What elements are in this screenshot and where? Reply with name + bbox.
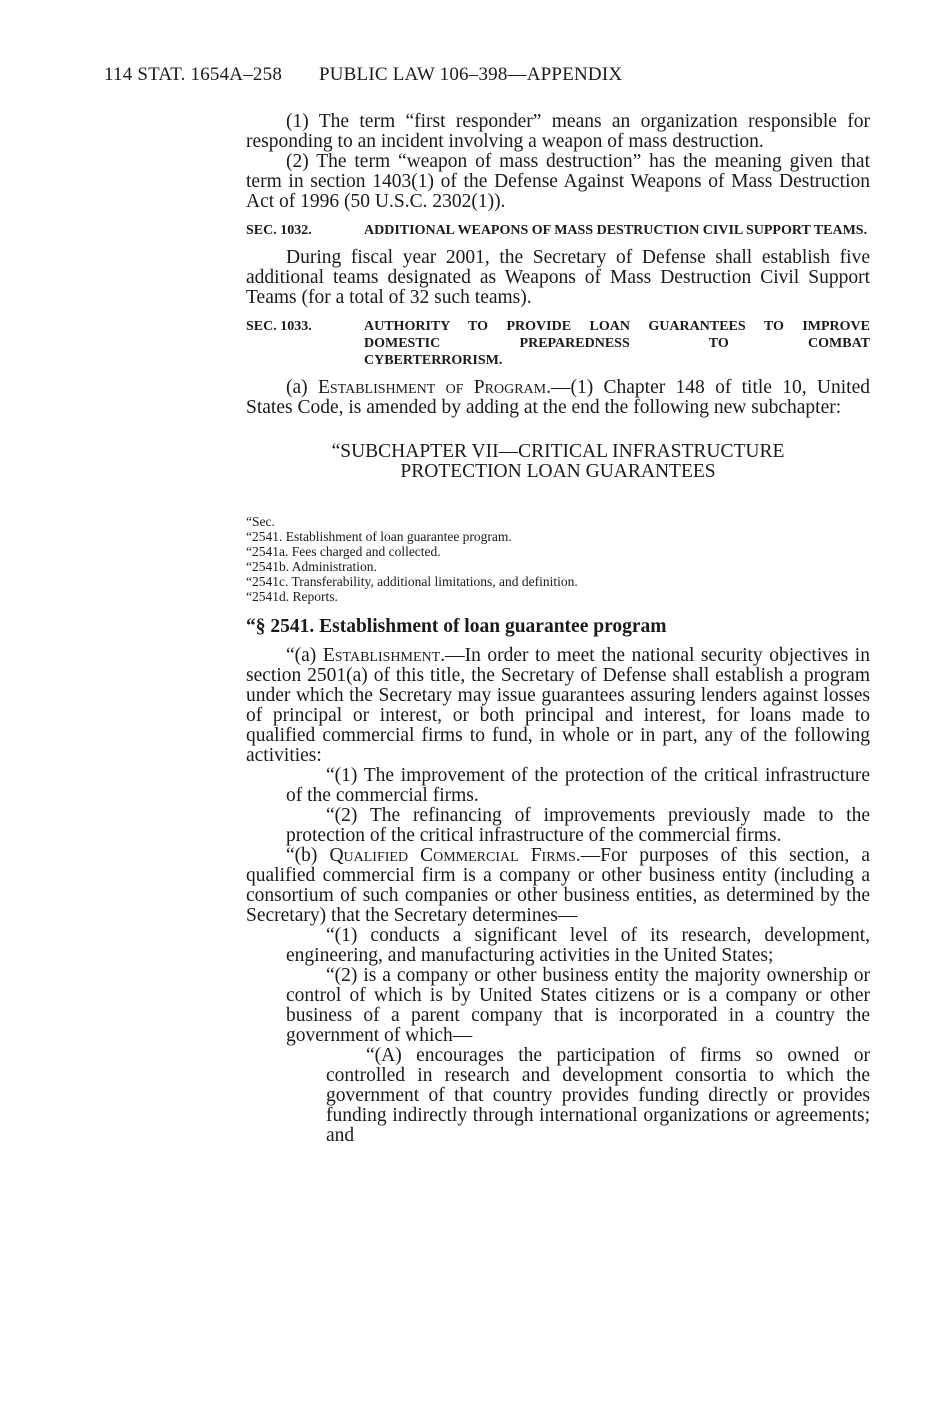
- definition-first-responder: (1) The term “first responder” means an organization responsible for responding to an incident involving a weapon of mass destruction.: [246, 111, 870, 152]
- section-title: [364, 318, 870, 369]
- section-2541-b-2: “(2) is a company or other business entity the majority ownership or control of which is by United States citizens or is a company or other business of a parent company that is incorporated in a country the government of which—: [286, 965, 870, 1046]
- toc-item: “2541b. Administration.: [246, 559, 377, 574]
- subchapter-title-line-2: PROTECTION LOAN GUARANTEES: [400, 461, 716, 482]
- section-2541-b-1: “(1) conducts a significant level of its research, development, engineering, and manufacturing activities in the United States;: [286, 925, 870, 966]
- subsection-heading: Establishment of Program: [317, 377, 547, 398]
- section-title: ADDITIONAL WEAPONS OF MASS DESTRUCTION CIVIL SUPPORT TEAMS.: [364, 223, 868, 238]
- section-number: SEC. 1033.: [246, 319, 312, 334]
- subsection-heading: Establishment: [322, 645, 441, 666]
- definition-wmd: (2) The term “weapon of mass destruction” has the meaning given that term in section 1403(1) of the Defense Against Weapons of Mass Destruction Act of 1996 (50 U.S.C. 2302(1)).: [246, 151, 870, 212]
- page-header: [104, 64, 622, 86]
- section-heading-1033: [246, 318, 870, 369]
- para-label: “(b): [286, 845, 330, 866]
- subchapter-title-line-1: “SUBCHAPTER VII—CRITICAL INFRASTRUCTURE: [331, 441, 785, 462]
- subsection-text: .—For purposes of this section, a qualified commercial firm is a company or other business entity (including a consortium of such companies or other business entities, as determined by the Secretary) that the Secretary determines—: [246, 845, 870, 926]
- section-2541-a-1: “(1) The improvement of the protection of the critical infrastructure of the commercial firms.: [286, 765, 870, 806]
- subsection-text: .—In order to meet the national security objectives in section 2501(a) of this title, the Secretary of Defense shall establish a program under which the Secretary may issue guarantees assuring lenders against losses of principal or interest, or both principal and interest, for loans made to qualified commercial firms to fund, in whole or in part, any of the following activities:: [246, 645, 870, 766]
- para-label: “(a): [286, 645, 323, 666]
- section-1032-body: During fiscal year 2001, the Secretary of Defense shall establish five additional teams designated as Weapons of Mass Destruction Civil Support Teams (for a total of 32 such teams).: [246, 247, 870, 308]
- subsection-text: .—(1) Chapter 148 of title 10, United States Code, is amended by adding at the end the following new subchapter:: [246, 377, 871, 418]
- main-column: [246, 112, 870, 1146]
- toc-item: “Sec.: [246, 514, 275, 529]
- section-2541-heading: “§ 2541. Establishment of loan guarantee program: [246, 616, 667, 637]
- section-title-line-3: CYBERTERRORISM.: [364, 353, 503, 368]
- section-number: SEC. 1032.: [246, 223, 312, 238]
- section-1033-a: [246, 378, 870, 418]
- para-label: (a): [286, 377, 318, 398]
- section-title-line-2: DOMESTIC PREPAREDNESS TO COMBAT: [364, 336, 870, 351]
- toc-item: “2541d. Reports.: [246, 589, 338, 604]
- toc-item: “2541. Establishment of loan guarantee program.: [246, 529, 512, 544]
- section-2541-b: [246, 846, 870, 926]
- table-of-sections: [246, 514, 870, 604]
- public-law-title: PUBLIC LAW 106–398—APPENDIX: [318, 64, 623, 85]
- subsection-heading: Qualified Commercial Firms: [329, 845, 576, 866]
- section-2541-b-2-A: “(A) encourages the participation of firms so owned or controlled in research and development consortia to which the government of that country provides funding directly or provides funding indirectly through international organizations or agreements; and: [326, 1045, 870, 1146]
- section-heading-1032: [246, 222, 870, 239]
- section-title-line-1: AUTHORITY TO PROVIDE LOAN GUARANTEES TO IMPROVE: [364, 319, 870, 334]
- toc-item: “2541c. Transferability, additional limitations, and definition.: [246, 574, 578, 589]
- subchapter-title: [246, 442, 870, 482]
- section-2541-a: [246, 646, 870, 766]
- statute-citation: 114 STAT. 1654A–258: [104, 64, 283, 85]
- section-2541-a-2: “(2) The refinancing of improvements previously made to the protection of the critical infrastructure of the commercial firms.: [286, 805, 870, 846]
- toc-item: “2541a. Fees charged and collected.: [246, 544, 441, 559]
